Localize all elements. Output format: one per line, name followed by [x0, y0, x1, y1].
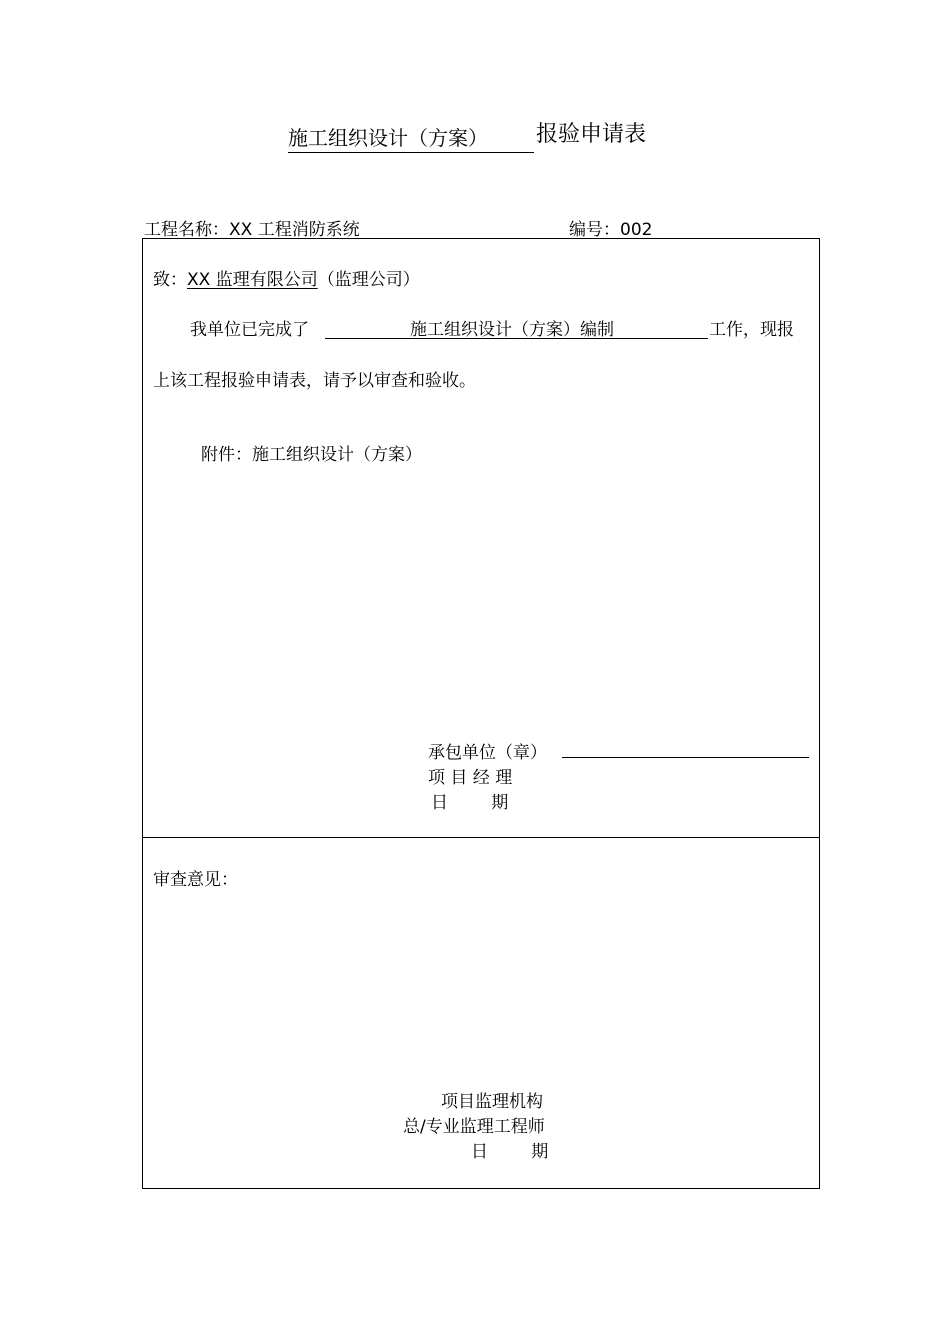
contractor-seal-line [562, 757, 809, 758]
completed-suffix: 工作，现报 [709, 320, 794, 340]
addressee-line [153, 265, 420, 290]
form-title: 报验申请表 [536, 122, 647, 147]
title-fill-text: 施工组织设计（方案） [288, 126, 488, 150]
table-right-edge [819, 238, 820, 1189]
form-number-row [569, 215, 652, 240]
attachment-line: 附件：施工组织设计（方案） [201, 445, 422, 465]
contractor-seal-label: 承包单位（章） [428, 743, 547, 763]
completed-prefix: 我单位已完成了 [190, 320, 309, 340]
supervision-org-label: 项目监理机构 [441, 1092, 543, 1112]
contractor-date-label: 日 期 [431, 793, 509, 813]
completed-work-fill: 施工组织设计（方案）编制 [410, 320, 614, 340]
project-name-value: XX 工程消防系统 [229, 220, 360, 240]
form-number-label: 编号： [569, 220, 620, 240]
addressee-label: 致： [153, 270, 187, 290]
review-opinion-label: 审查意见： [153, 870, 238, 890]
request-line: 上该工程报验申请表，请予以审查和验收。 [153, 371, 476, 391]
project-manager-label: 项 目 经 理 [428, 768, 513, 788]
addressee-suffix: （监理公司） [317, 270, 420, 290]
supervision-engineer-label: 总/专业监理工程师 [403, 1117, 545, 1137]
addressee-value: XX 监理有限公司 [187, 270, 318, 290]
title-fill-underline [288, 152, 534, 153]
table-divider [142, 837, 820, 838]
project-name-label: 工程名称： [144, 220, 229, 240]
form-number-value: 002 [620, 220, 653, 240]
project-name-row [144, 215, 360, 240]
completed-work-underline [325, 338, 708, 339]
supervision-date-label: 日 期 [471, 1142, 549, 1162]
